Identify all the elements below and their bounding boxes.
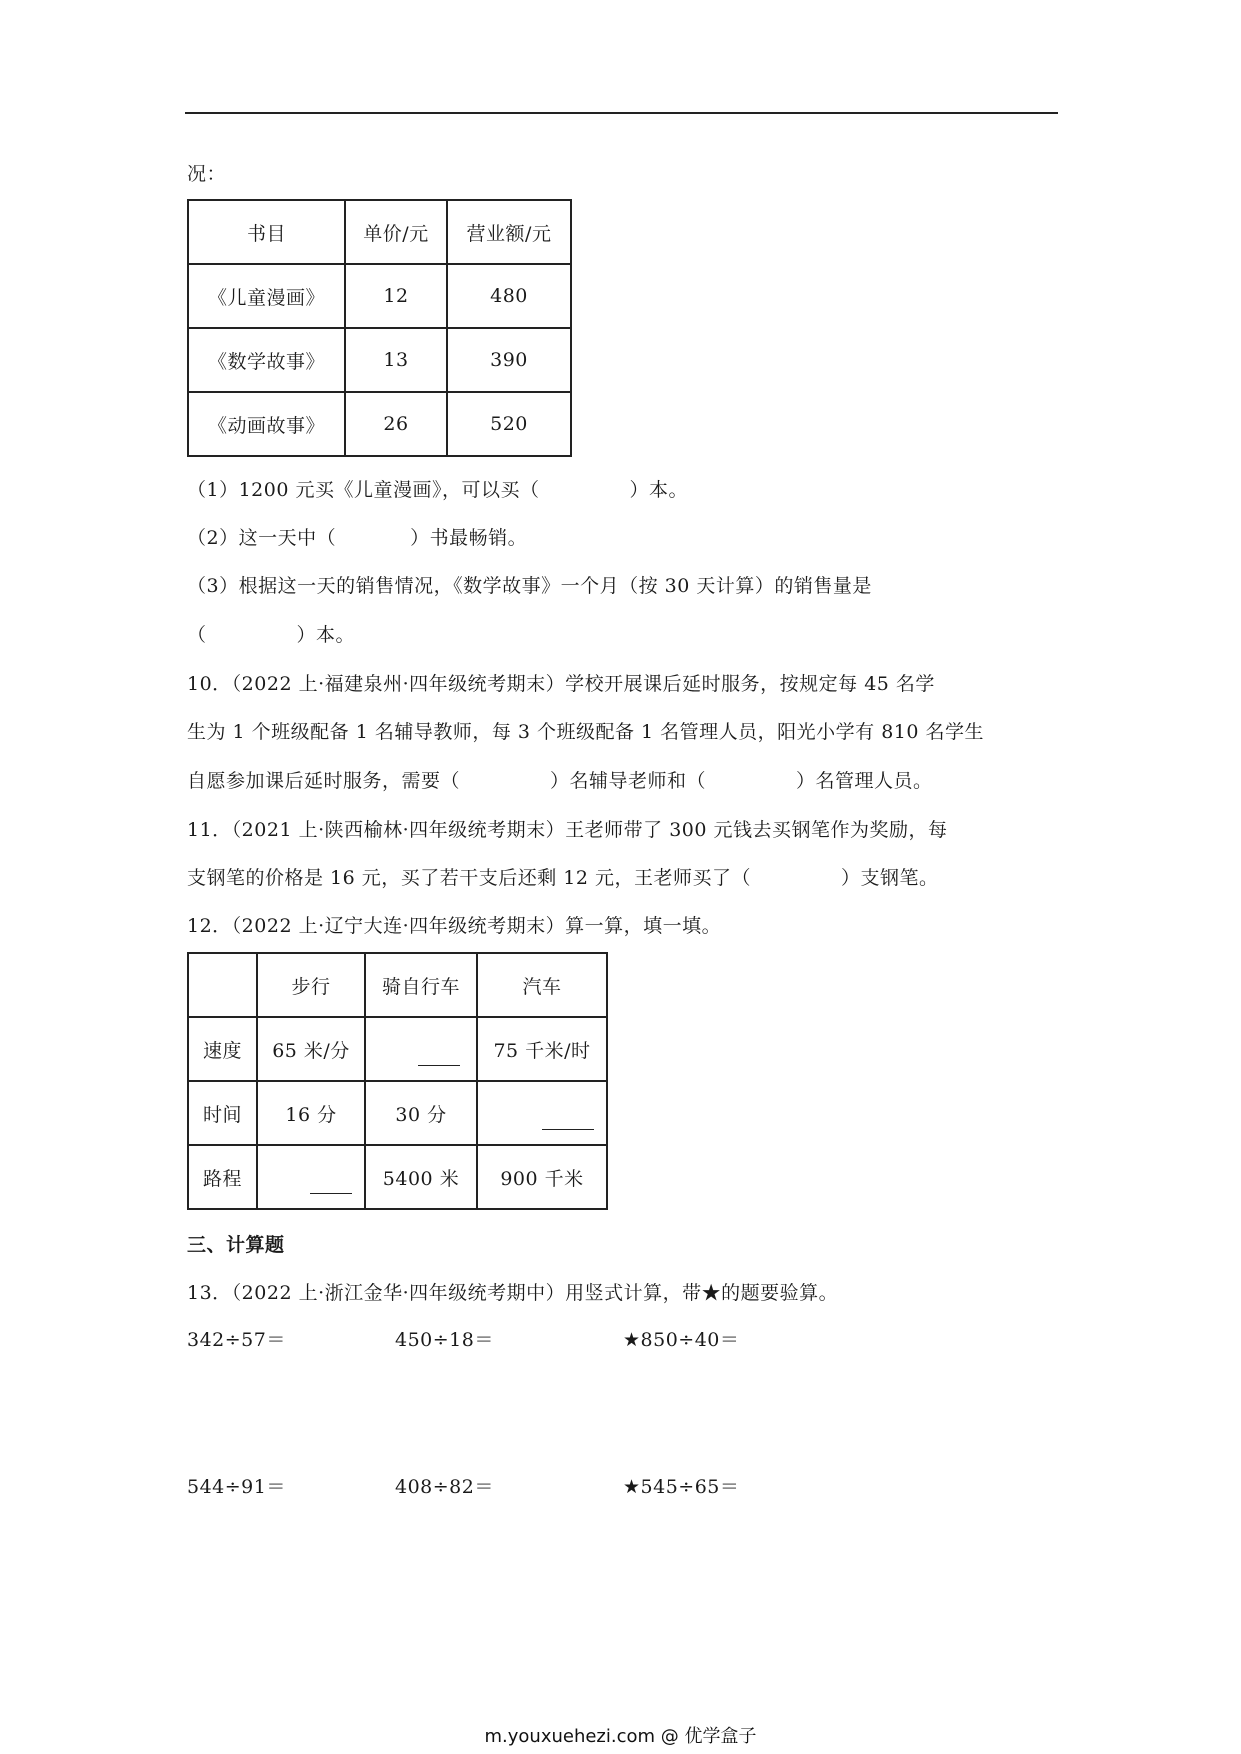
unit-price-cell: 26 [345, 392, 447, 456]
row-label-cell: 速度 [188, 1017, 257, 1081]
q11-line1: 11．（2021 上·陕西榆林·四年级统考期末）王老师带了 300 元钱去买钢笔作为奖励，每 [187, 819, 948, 841]
q13-line1: 13．（2022 上·浙江金华·四年级统考期中）用竖式计算，带★的题要验算。 [187, 1282, 839, 1304]
q11-text-a: 支钢笔的价格是 16 元，买了若干支后还剩 12 元，王老师买了（ [187, 867, 752, 889]
answer-underline[interactable] [310, 1175, 352, 1194]
time-car-cell[interactable] [477, 1081, 607, 1145]
answer-underline[interactable] [542, 1111, 594, 1130]
q11-text-b: ）支钢笔。 [841, 867, 939, 889]
q9-part3-text-b: ）本。 [296, 624, 356, 646]
corner-cell [188, 953, 257, 1017]
q9-part3-text-a: （ [187, 624, 207, 646]
header-rule [185, 112, 1058, 114]
speed-bike-cell[interactable] [365, 1017, 477, 1081]
q10-text-a: 自愿参加课后延时服务，需要（ [187, 770, 461, 792]
calc-problem: 408÷82＝ [395, 1476, 494, 1498]
distance-car-cell: 900 千米 [477, 1145, 607, 1209]
table-row [188, 392, 571, 456]
q10-text-c: ）名管理人员。 [796, 770, 933, 792]
table-header-row [188, 953, 607, 1017]
section-title: 三、计算题 [187, 1234, 285, 1256]
header-cell: 营业额/元 [447, 200, 571, 264]
q10-line2: 生为 1 个班级配备 1 名辅导教师，每 3 个班级配备 1 名管理人员，阳光小学有 810 名学生 [187, 721, 985, 743]
calc-problem: 450÷18＝ [395, 1329, 494, 1351]
row-label-cell: 路程 [188, 1145, 257, 1209]
revenue-cell: 520 [447, 392, 571, 456]
header-cell: 单价/元 [345, 200, 447, 264]
q9-part2 [187, 525, 527, 551]
q9-part3: （3）根据这一天的销售情况，《数学故事》一个月（按 30 天计算）的销售量是 [187, 575, 872, 597]
speed-car-cell: 75 千米/时 [477, 1017, 607, 1081]
calc-problem-verify: ★545÷65＝ [623, 1476, 740, 1498]
revenue-cell: 480 [447, 264, 571, 328]
calc-problem: 342÷57＝ [187, 1329, 286, 1351]
q9-part1-text-b: ）本。 [629, 479, 688, 501]
unit-price-cell: 12 [345, 264, 447, 328]
table-row [188, 264, 571, 328]
q10-line3 [187, 768, 933, 794]
unit-price-cell: 13 [345, 328, 447, 392]
table-header-row [188, 200, 571, 264]
calc-problem-verify: ★850÷40＝ [623, 1329, 740, 1351]
table-row [188, 1017, 607, 1081]
answer-underline[interactable] [418, 1047, 460, 1066]
distance-walk-cell[interactable] [257, 1145, 365, 1209]
intro-tail: 况： [187, 163, 227, 185]
q10-line1: 10．（2022 上·福建泉州·四年级统考期末）学校开展课后延时服务，按规定每 45 名学 [187, 673, 935, 695]
time-walk-cell: 16 分 [257, 1081, 365, 1145]
footer-watermark: m.youxuehezi.com @ 优学盒子 [484, 1726, 757, 1747]
q9-part2-text-b: ）书最畅销。 [410, 527, 528, 549]
time-bike-cell: 30 分 [365, 1081, 477, 1145]
table-row [188, 1081, 607, 1145]
header-cell: 骑自行车 [365, 953, 477, 1017]
header-cell: 书目 [188, 200, 345, 264]
book-title-cell: 《儿童漫画》 [188, 264, 345, 328]
book-sales-table [187, 199, 572, 457]
header-cell: 步行 [257, 953, 365, 1017]
table-row [188, 328, 571, 392]
book-title-cell: 《动画故事》 [188, 392, 345, 456]
q9-part3-continued [187, 622, 355, 648]
travel-table [187, 952, 608, 1210]
q9-part2-text-a: （2）这一天中（ [187, 527, 337, 549]
header-cell: 汽车 [477, 953, 607, 1017]
revenue-cell: 390 [447, 328, 571, 392]
q11-line2 [187, 865, 939, 891]
row-label-cell: 时间 [188, 1081, 257, 1145]
distance-bike-cell: 5400 米 [365, 1145, 477, 1209]
table-row [188, 1145, 607, 1209]
book-title-cell: 《数学故事》 [188, 328, 345, 392]
speed-walk-cell: 65 米/分 [257, 1017, 365, 1081]
q12-line1: 12．（2022 上·辽宁大连·四年级统考期末）算一算，填一填。 [187, 915, 722, 937]
q10-text-b: ）名辅导老师和（ [550, 770, 707, 792]
q9-part1-text-a: （1）1200 元买《儿童漫画》，可以买（ [187, 479, 540, 501]
calc-problem: 544÷91＝ [187, 1476, 286, 1498]
q9-part1 [187, 477, 688, 503]
